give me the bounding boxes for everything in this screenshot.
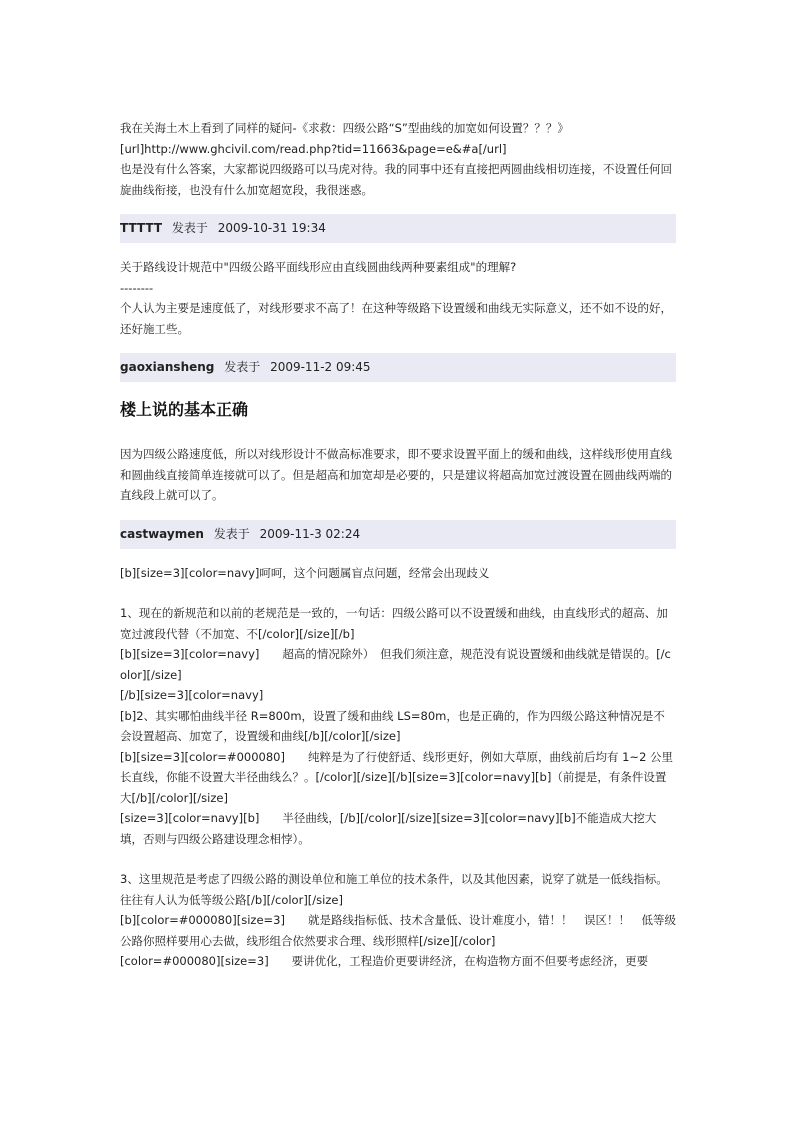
post-header [120, 353, 676, 382]
post-time: 2009-11-2 09:45 [270, 360, 371, 374]
post-line: [b][size=3][color=navy]呵呵，这个问题属盲点问题，经常会出现歧义 [120, 565, 490, 580]
post-line: 3、这里规范是考虑了四级公路的测设单位和施工单位的技术条件，以及其他因素，说穿了就是一低线指标。往往有人认为低等级公路[/b][/color][/size] [120, 872, 668, 907]
post-body [120, 257, 676, 339]
post-line: 关于路线设计规范中"四级公路平面线形应由直线圆曲线两种要素组成"的理解? [120, 260, 517, 274]
post-heading: 楼上说的基本正确 [120, 400, 249, 419]
post-line: 1、现在的新规范和以前的老规范是一致的，一句话：四级公路可以不设置缓和曲线，由直线形式的超高、加宽过渡段代替（不加宽、不[/color][/size][/b] [120, 606, 668, 641]
post-time: 2009-10-31 19:34 [217, 221, 326, 235]
post-line: 因为四级公路速度低，所以对线形设计不做高标准要求，即不要求设置平面上的缓和曲线，这样线形使用直线和圆曲线直接简单连接就可以了。但是超高和加宽却是必要的，只是建议将超高加宽过渡设置在圆曲线两端的直线段上就可以了。 [120, 447, 672, 502]
intro-link[interactable]: [url]http://www.ghcivil.com/read.php?tid=11663&page=e&#a[/url] [120, 141, 507, 156]
post-line: -------- [120, 280, 154, 295]
post-author[interactable]: gaoxiansheng [120, 360, 215, 374]
post-header [120, 214, 676, 243]
post-header [120, 520, 676, 549]
post-body [120, 398, 676, 506]
post-line: [/b][size=3][color=navy] [120, 688, 264, 702]
post-author[interactable]: castwaymen [120, 526, 204, 541]
intro-section [120, 118, 676, 200]
post-time: 2009-11-3 02:24 [259, 526, 361, 541]
post-line: [b]2、其实哪怕曲线半径 R=800m，设置了缓和曲线 LS=80m，也是正确的，作为四级公路这种情况是不会设置超高、加宽了，设置缓和曲线[/b][/color][/size] [120, 708, 665, 743]
document-page [120, 118, 676, 972]
post-line: [b][color=#000080][size=3] 就是路线指标低、技术含量低、设计难度小，错！！ 误区！！ 低等级公路你照样要用心去做，线形组合依然要求合理、线形照样[/size][/color] [120, 913, 676, 948]
post-line: [color=#000080][size=3] 要讲优化，工程造价更要讲经济，在构造物方面不但要考虑经济，更要 [120, 954, 649, 968]
intro-line: 也是没有什么答案，大家都说四级路可以马虎对待。我的同事中还有直接把两圆曲线相切连接，不设置任何回旋曲线衔接，也没有什么加宽超宽段，我很迷惑。 [120, 162, 672, 197]
post-line: [b][size=3][color=navy] 超高的情况除外） 但我们须注意，规范没有说设置缓和曲线就是错误的。[/color][/size] [120, 647, 671, 682]
post-line: [size=3][color=navy][b] 半径曲线，[/b][/color][/size][size=3][color=navy][b]不能造成大挖大填，否则与四级公路建设理念相悖）。 [120, 811, 657, 846]
intro-line: 我在关海土木上看到了同样的疑问-《求救：四级公路“S”型曲线的加宽如何设置？？？》 [120, 121, 569, 135]
post-line: [b][size=3][color=#000080] 纯粹是为了行使舒适、线形更好，例如大草原，曲线前后均有 1~2 公里长直线，你能不设置大半径曲线么？。[/color][/size][/b][size=3][color=navy][b]（前提是，有条件设置大[/b][/color][/size] [120, 749, 674, 805]
post-body [120, 563, 676, 972]
posted-label: 发表于 [224, 360, 261, 374]
posted-label: 发表于 [213, 526, 250, 541]
posted-label: 发表于 [171, 221, 208, 235]
post-author[interactable]: TTTTT [120, 221, 163, 235]
post-line: 个人认为主要是速度低了，对线形要求不高了！在这种等级路下设置缓和曲线无实际意义，还不如不设的好，还好施工些。 [120, 301, 672, 336]
